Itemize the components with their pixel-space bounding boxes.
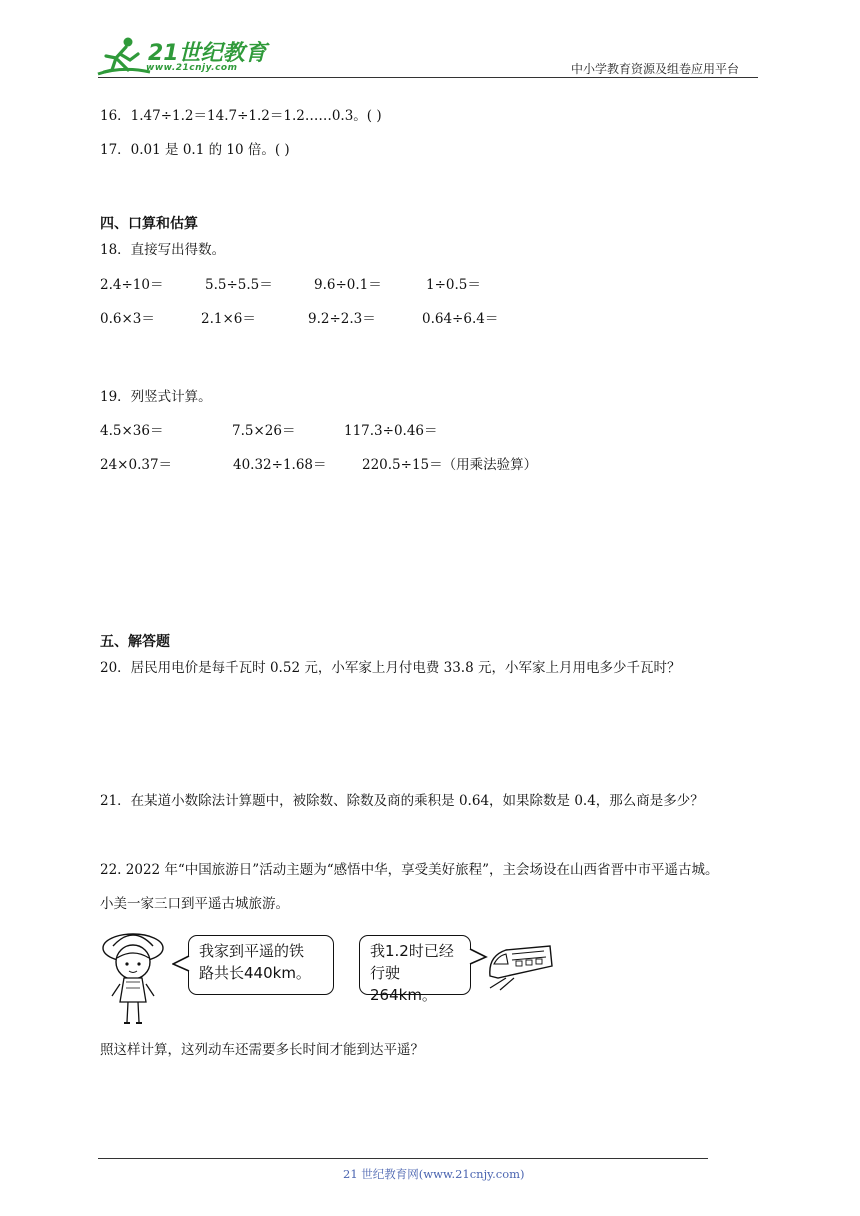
calc-item: 24×0.37＝	[100, 457, 173, 473]
logo-text: 21世纪教育	[148, 41, 267, 66]
calc-item: 2.4÷10＝	[100, 277, 164, 293]
question-22-line2: 小美一家三口到平遥古城旅游。	[100, 896, 289, 912]
calc-item: 9.6÷0.1＝	[314, 277, 382, 293]
calc-item: 1÷0.5＝	[426, 277, 481, 293]
speech-bubble-girl	[188, 935, 334, 995]
section-title-4: 四、口算和估算	[100, 216, 198, 232]
question-20: 20．居民用电价是每千瓦时 0.52 元，小军家上月付电费 33.8 元，小军家上月用电多少千瓦时？	[100, 660, 681, 676]
calc-item: 5.5÷5.5＝	[205, 277, 273, 293]
section-title-5: 五、解答题	[100, 634, 170, 650]
question-18-prompt: 18．直接写出得数。	[100, 242, 226, 258]
logo-url: www.21cnjy.com	[146, 63, 238, 73]
header-platform-text: 中小学教育资源及组卷应用平台	[571, 62, 740, 76]
bubble-line: 我1.2时已经	[370, 942, 454, 960]
footer-text[interactable]: 21 世纪教育网(www.21cnjy.com)	[343, 1167, 525, 1181]
girl-illustration-icon	[100, 926, 170, 1028]
calc-item: 220.5÷15＝（用乘法验算）	[362, 457, 538, 473]
calc-item: 2.1×6＝	[201, 311, 256, 327]
calc-item: 0.64÷6.4＝	[422, 311, 499, 327]
question-17: 17．0.01 是 0.1 的 10 倍。( )	[100, 142, 290, 158]
calc-item: 4.5×36＝	[100, 423, 164, 439]
question-19-prompt: 19．列竖式计算。	[100, 389, 212, 405]
bubble-tail-icon	[172, 955, 192, 973]
question-21: 21．在某道小数除法计算题中，被除数、除数及商的乘积是 0.64，如果除数是 0.4，那么商是多少？	[100, 793, 704, 809]
bubble-line: 我家到平遥的铁	[199, 942, 305, 960]
question-22-ask: 照这样计算，这列动车还需要多长时间才能到达平遥？	[100, 1042, 424, 1058]
header-divider	[98, 77, 758, 78]
calc-item: 7.5×26＝	[232, 423, 296, 439]
question-16: 16．1.47÷1.2＝14.7÷1.2＝1.2……0.3。( )	[100, 108, 382, 124]
bubble-line: 行驶264km。	[370, 964, 437, 1004]
train-icon	[484, 942, 556, 992]
calc-item: 0.6×3＝	[100, 311, 155, 327]
question-22-line1: 22. 2022 年“中国旅游日”活动主题为“感悟中华，享受美好旅程”，主会场设在山西省晋中市平遥古城。	[100, 862, 719, 878]
bubble-line: 路共长440km。	[199, 964, 311, 982]
footer-divider	[98, 1158, 708, 1159]
calc-item: 9.2÷2.3＝	[308, 311, 376, 327]
speech-bubble-train	[359, 935, 471, 1004]
calc-item: 117.3÷0.46＝	[344, 423, 438, 439]
calc-item: 40.32÷1.68＝	[233, 457, 327, 473]
